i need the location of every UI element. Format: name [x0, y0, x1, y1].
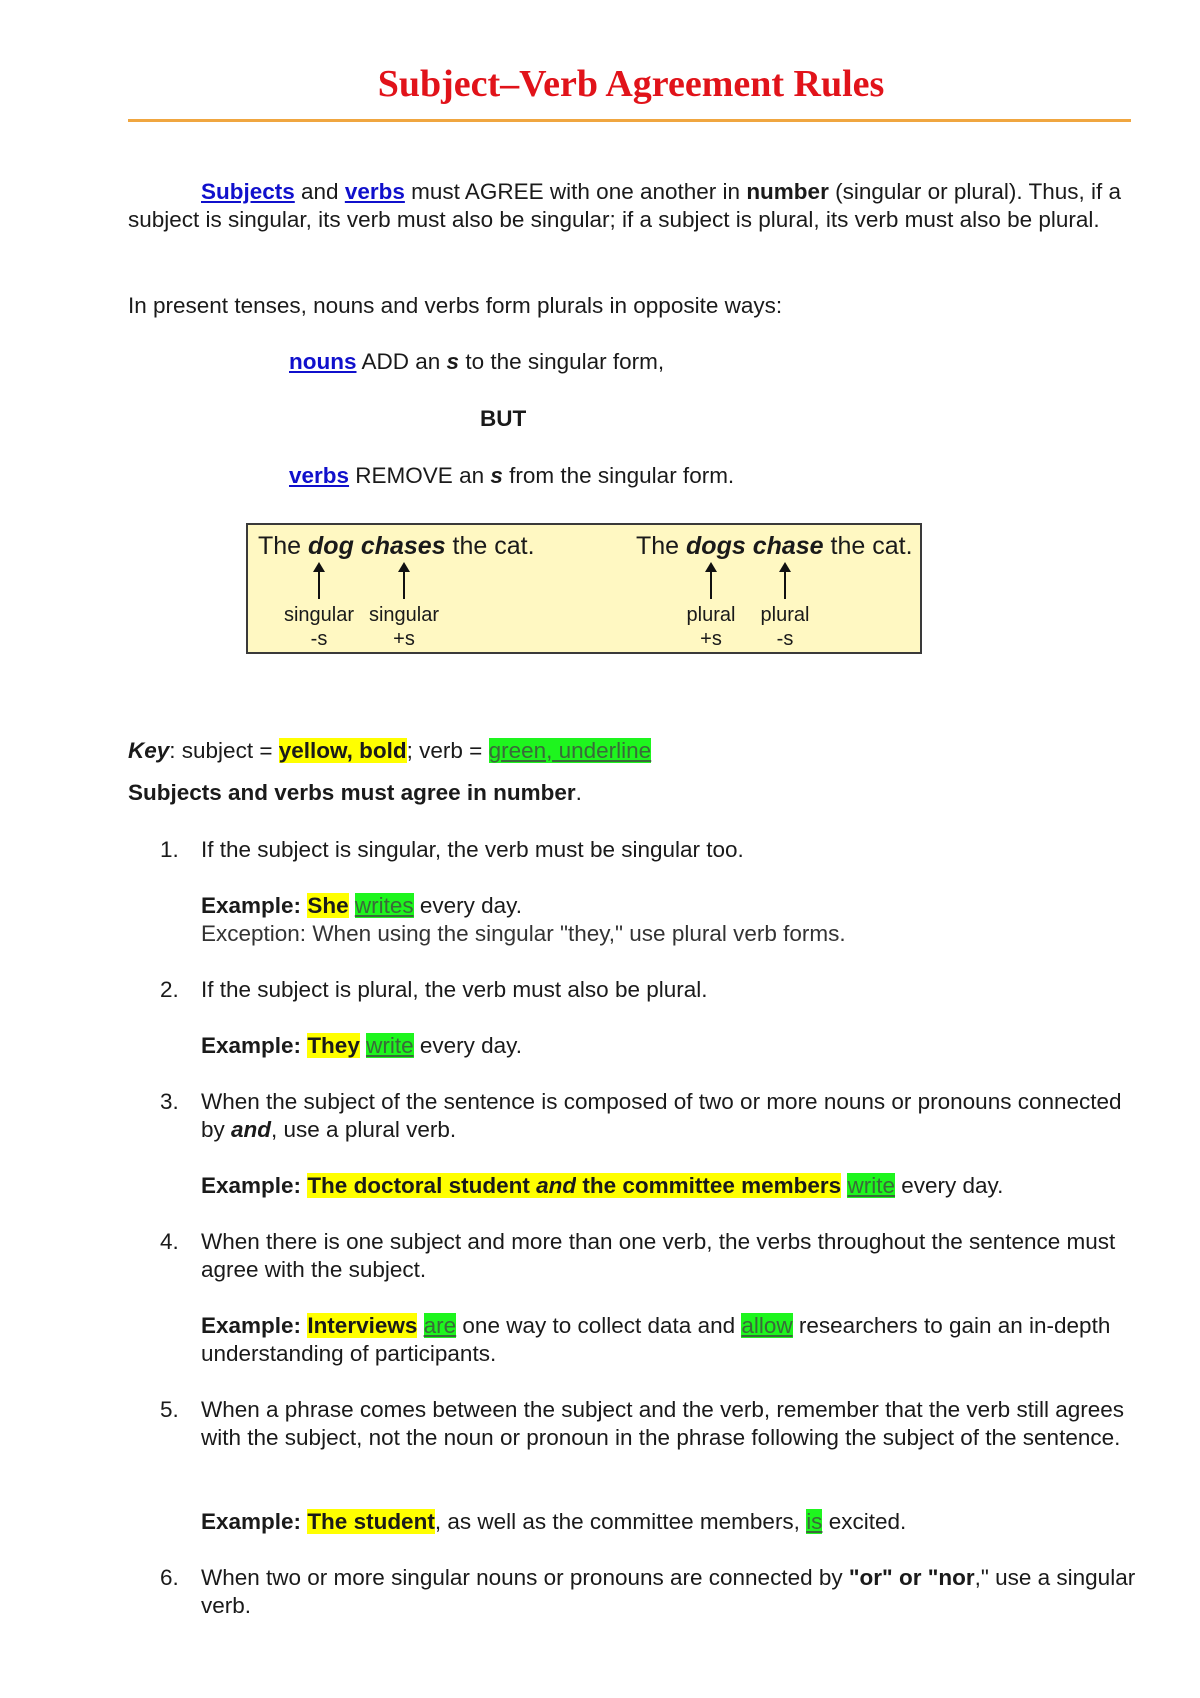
plural-sentence [636, 531, 913, 561]
example-box [246, 523, 922, 654]
nouns-line-s: s [446, 349, 460, 374]
rule-6-or-nor: "or" or "nor [848, 1565, 975, 1590]
label-plural-2 [740, 603, 830, 651]
rule-3-text [201, 1088, 1136, 1144]
page-title: Subject–Verb Agreement Rules [377, 63, 885, 105]
nouns-line [289, 348, 664, 376]
intro-text-2: (singular or plural). Thus, if a subject is singular, its verb must also be singular; if a subject is plural, its verb must also be plural. [128, 179, 1122, 232]
rule-5-number: 5. [160, 1397, 179, 1422]
verbs-line [289, 462, 734, 490]
label-singular-1-suffix: -s [310, 628, 328, 650]
agree-heading-text: Subjects and verbs must agree in number [128, 780, 576, 805]
rule-6-text-a: When two or more singular nouns or pronouns are connected by [201, 1565, 849, 1590]
plural-the: The [636, 532, 687, 560]
rule-2-example [201, 1032, 1136, 1060]
rule-1-exception: Exception: When using the singular "they," use plural verb forms. [201, 921, 846, 946]
rule-4-subject: Interviews [307, 1313, 418, 1338]
nouns-line-text-b: to the singular form, [459, 349, 665, 374]
nouns-link[interactable]: nouns [289, 349, 357, 374]
present-tense-line: In present tenses, nouns and verbs form plurals in opposite ways: [128, 293, 783, 318]
key-text-b: ; verb = [406, 738, 489, 763]
rule-4-example [201, 1312, 1136, 1368]
rule-4-verb-1: are [423, 1313, 457, 1338]
singular-the: The [258, 532, 309, 560]
singular-noun: dog [308, 532, 354, 560]
rule-1-example [201, 892, 1136, 920]
rule-3-text-c: , use a plural verb. [271, 1117, 457, 1142]
rule-4-number: 4. [160, 1229, 179, 1254]
intro-number: number [746, 179, 829, 204]
plural-rest: the cat. [823, 532, 913, 560]
key-verb-style: green, underline [488, 738, 652, 763]
label-plural-1-text: plural [686, 604, 736, 626]
rule-5-example [201, 1508, 1136, 1536]
rule-2-text: If the subject is plural, the verb must also be plural. [201, 977, 708, 1002]
label-singular-2-suffix: +s [393, 628, 415, 650]
rule-5-mid: , as well as the committee members, [434, 1509, 807, 1534]
agree-heading: Subjects and verbs must agree in number. [128, 780, 582, 805]
rule-5-rest: excited. [822, 1509, 907, 1534]
subjects-link[interactable]: Subjects [201, 179, 295, 204]
intro-text-1: must AGREE with one another in [404, 179, 747, 204]
rule-3-subject-1: The doctoral student [307, 1173, 537, 1198]
label-singular-2 [359, 603, 449, 651]
rule-5-verb: is [806, 1509, 823, 1534]
verbs-line-s: s [490, 463, 503, 488]
example-label: Example: [201, 1509, 302, 1534]
intro-paragraph [128, 178, 1138, 234]
rule-3-text-a: When the subject of the sentence is composed of two or more nouns or pronouns connected by [201, 1089, 1122, 1142]
verbs-line-text-b: from the singular form. [502, 463, 735, 488]
key-line [128, 737, 1138, 765]
arrow-up-icon [318, 571, 320, 599]
arrow-up-icon [784, 571, 786, 599]
rule-4-text: When there is one subject and more than one verb, the verbs throughout the sentence must agree with the subject. [201, 1229, 1116, 1282]
nouns-line-text-a: ADD an [356, 349, 447, 374]
label-plural-2-suffix: -s [776, 628, 794, 650]
title-rule [128, 119, 1131, 122]
rule-1-subject: She [307, 893, 349, 918]
singular-verb: chases [360, 532, 446, 560]
key-label: Key [128, 738, 170, 763]
rule-3-and: and [231, 1117, 272, 1142]
rule-6-number: 6. [160, 1565, 179, 1590]
singular-rest: the cat. [445, 532, 535, 560]
rule-6-text-c: ," use a singular verb. [201, 1565, 1136, 1618]
example-label: Example: [201, 1173, 302, 1198]
rule-2-subject: They [307, 1033, 360, 1058]
rule-2-verb: write [366, 1033, 414, 1058]
rule-1-number: 1. [160, 837, 179, 862]
rule-5-text: When a phrase comes between the subject and the verb, remember that the verb still agrees with the subject, not the noun or pronoun in the phrase following the subject of the sentence. [201, 1397, 1124, 1450]
rule-3-verb: write [847, 1173, 895, 1198]
label-singular-1 [274, 603, 364, 651]
rule-5-subject: The student [307, 1509, 435, 1534]
intro-and: and [294, 179, 345, 204]
plural-noun: dogs [686, 532, 746, 560]
rule-4-rest: researchers to gain an in-depth understanding of participants. [201, 1313, 1111, 1366]
singular-sentence [258, 531, 535, 561]
label-plural-1-suffix: +s [700, 628, 722, 650]
plural-verb: chase [752, 532, 824, 560]
example-label: Example: [201, 893, 302, 918]
rule-3-subject-2: the committee members [576, 1173, 842, 1198]
verbs-line-text-a: REMOVE an [349, 463, 491, 488]
label-singular-1-text: singular [283, 604, 355, 626]
example-label: Example: [201, 1033, 302, 1058]
arrow-up-icon [710, 571, 712, 599]
rule-4-mid: one way to collect data and [456, 1313, 742, 1338]
rule-6-text [201, 1564, 1136, 1620]
key-text-a: : subject = [169, 738, 279, 763]
rule-3-subject-and: and [536, 1173, 577, 1198]
but-text: BUT [480, 406, 527, 431]
rule-4-verb-2: allow [741, 1313, 793, 1338]
rule-3-number: 3. [160, 1089, 179, 1114]
rule-2-number: 2. [160, 977, 179, 1002]
arrow-up-icon [403, 571, 405, 599]
rule-3-example [201, 1172, 1136, 1200]
label-singular-2-text: singular [368, 604, 440, 626]
rule-3-rest: every day. [894, 1173, 1004, 1198]
key-subject-style: yellow, bold [278, 738, 407, 763]
verbs-link-2[interactable]: verbs [289, 463, 350, 488]
rule-1-text: If the subject is singular, the verb must be singular too. [201, 837, 744, 862]
rule-1-rest: every day. [413, 893, 522, 918]
rule-1-verb: writes [354, 893, 414, 918]
verbs-link[interactable]: verbs [344, 179, 405, 204]
label-plural-2-text: plural [760, 604, 810, 626]
rule-2-rest: every day. [413, 1033, 522, 1058]
example-label: Example: [201, 1313, 302, 1338]
